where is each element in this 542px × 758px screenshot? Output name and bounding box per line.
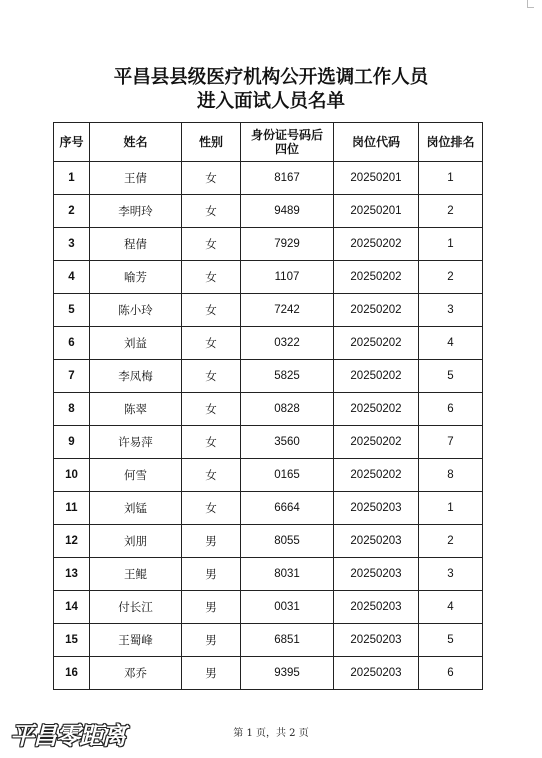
cell-gender: 女 [182,360,241,393]
cell-name: 陈小玲 [90,294,182,327]
cell-id-last4: 0828 [241,393,334,426]
cell-seq: 2 [54,195,90,228]
cell-gender: 女 [182,492,241,525]
cell-seq: 1 [54,162,90,195]
cell-id-last4: 8031 [241,558,334,591]
cell-name: 陈翠 [90,393,182,426]
header-seq: 序号 [54,123,90,162]
cell-post-rank: 3 [419,294,483,327]
cell-gender: 女 [182,393,241,426]
cell-gender: 男 [182,657,241,690]
cell-post-code: 20250203 [334,558,419,591]
cell-id-last4: 8167 [241,162,334,195]
table-row [54,657,483,690]
cell-post-code: 20250202 [334,228,419,261]
table-row [54,294,483,327]
cell-gender: 男 [182,591,241,624]
cell-post-code: 20250202 [334,294,419,327]
table-row [54,558,483,591]
cell-id-last4: 0322 [241,327,334,360]
cell-post-rank: 6 [419,657,483,690]
cell-seq: 16 [54,657,90,690]
cell-post-code: 20250202 [334,393,419,426]
cell-name: 付长江 [90,591,182,624]
cell-id-last4: 9489 [241,195,334,228]
cell-id-last4: 3560 [241,426,334,459]
cell-gender: 男 [182,558,241,591]
cell-post-rank: 1 [419,492,483,525]
cell-gender: 女 [182,426,241,459]
table-row [54,624,483,657]
cell-name: 程倩 [90,228,182,261]
cell-post-code: 20250201 [334,162,419,195]
cell-id-last4: 6664 [241,492,334,525]
cell-seq: 6 [54,327,90,360]
title-line-2: 进入面试人员名单 [196,91,345,112]
cell-post-rank: 8 [419,459,483,492]
cell-name: 刘益 [90,327,182,360]
cell-gender: 女 [182,294,241,327]
table-row [54,393,483,426]
header-post-rank: 岗位排名 [419,123,483,162]
cell-name: 何雪 [90,459,182,492]
cell-gender: 男 [182,525,241,558]
table-row [54,261,483,294]
cell-post-code: 20250203 [334,657,419,690]
table-row [54,525,483,558]
cell-seq: 14 [54,591,90,624]
table-row [54,591,483,624]
cell-name: 刘朋 [90,525,182,558]
cell-seq: 4 [54,261,90,294]
cell-post-code: 20250202 [334,327,419,360]
header-gender: 性别 [182,123,241,162]
cell-post-rank: 4 [419,327,483,360]
cell-name: 喻芳 [90,261,182,294]
table-row [54,459,483,492]
cell-post-code: 20250203 [334,492,419,525]
cell-seq: 9 [54,426,90,459]
cell-seq: 3 [54,228,90,261]
cell-id-last4: 6851 [241,624,334,657]
page-footer: 第 1 页，共 2 页 [233,728,309,739]
table-row [54,162,483,195]
cell-id-last4: 0031 [241,591,334,624]
cell-post-rank: 7 [419,426,483,459]
cell-id-last4: 5825 [241,360,334,393]
cell-seq: 13 [54,558,90,591]
cell-name: 李明玲 [90,195,182,228]
cell-name: 王倩 [90,162,182,195]
cell-seq: 7 [54,360,90,393]
header-name: 姓名 [90,123,182,162]
cell-seq: 11 [54,492,90,525]
cell-name: 王鲲 [90,558,182,591]
table-header-row [54,123,483,162]
cell-post-rank: 1 [419,162,483,195]
header-post-code: 岗位代码 [334,123,419,162]
cell-post-code: 20250202 [334,261,419,294]
table-row [54,195,483,228]
cell-name: 刘锰 [90,492,182,525]
title-line-1: 平昌县县级医疗机构公开选调工作人员 [113,67,429,88]
cell-post-rank: 5 [419,624,483,657]
page-corner-mark [527,0,534,8]
document-title [0,66,542,114]
cell-gender: 女 [182,195,241,228]
cell-name: 李凤梅 [90,360,182,393]
cell-post-rank: 4 [419,591,483,624]
cell-post-rank: 5 [419,360,483,393]
table-row [54,327,483,360]
cell-seq: 8 [54,393,90,426]
table-row [54,492,483,525]
cell-post-code: 20250203 [334,624,419,657]
watermark-logo: 平昌零距离 [10,722,125,750]
cell-post-code: 20250202 [334,426,419,459]
cell-name: 王蜀峰 [90,624,182,657]
cell-id-last4: 1107 [241,261,334,294]
cell-gender: 女 [182,459,241,492]
cell-post-code: 20250201 [334,195,419,228]
cell-gender: 女 [182,228,241,261]
cell-id-last4: 7242 [241,294,334,327]
cell-gender: 男 [182,624,241,657]
table-row [54,426,483,459]
cell-post-rank: 3 [419,558,483,591]
candidate-table [53,122,483,690]
cell-name: 许易萍 [90,426,182,459]
cell-id-last4: 0165 [241,459,334,492]
cell-post-rank: 1 [419,228,483,261]
header-id-last4 [241,123,334,162]
cell-seq: 12 [54,525,90,558]
cell-gender: 女 [182,162,241,195]
cell-id-last4: 8055 [241,525,334,558]
cell-id-last4: 7929 [241,228,334,261]
cell-gender: 女 [182,261,241,294]
table-row [54,228,483,261]
cell-post-rank: 2 [419,195,483,228]
header-id-last4-text: 身份证号码后四位 [250,128,323,156]
cell-post-rank: 2 [419,261,483,294]
cell-post-code: 20250203 [334,591,419,624]
table-row [54,360,483,393]
cell-seq: 15 [54,624,90,657]
cell-seq: 10 [54,459,90,492]
cell-post-rank: 2 [419,525,483,558]
cell-post-code: 20250202 [334,360,419,393]
cell-seq: 5 [54,294,90,327]
cell-id-last4: 9395 [241,657,334,690]
cell-gender: 女 [182,327,241,360]
cell-post-code: 20250203 [334,525,419,558]
cell-post-rank: 6 [419,393,483,426]
cell-post-code: 20250202 [334,459,419,492]
cell-name: 邓乔 [90,657,182,690]
